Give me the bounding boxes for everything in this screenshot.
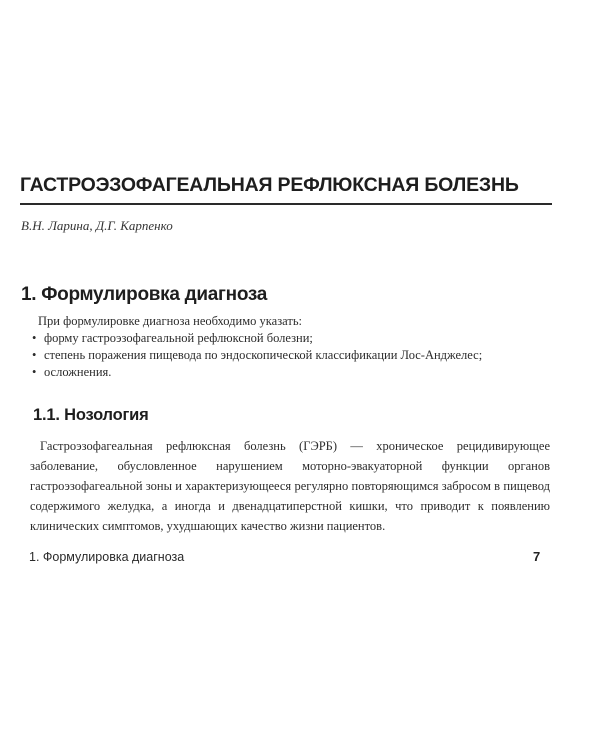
section-intro: При формулировке диагноза необходимо указать: bbox=[38, 314, 303, 328]
diagnosis-requirements-list bbox=[30, 330, 550, 381]
running-footer: 1. Формулировка диагноза bbox=[29, 550, 185, 564]
title-divider bbox=[20, 203, 552, 205]
page-number: 7 bbox=[533, 549, 541, 564]
nosology-paragraph: Гастроэзофагеальная рефлюксная болезнь (ГЭРБ) — хроническое рецидивирующее заболевание, обусловленное нарушением моторно-эвакуаторной функции органов гастроэзофагеальной зоны и характеризующееся регулярно повторяющимся забросом в пищевод содержимого желудка, а иногда и двенадцатиперстной кишки, что приводит к появлению клинических симптомов, ухудшающих качество жизни пациентов. bbox=[30, 439, 550, 533]
list-item: • форму гастроэзофагеальной рефлюксной болезни; bbox=[30, 330, 550, 347]
authors: В.Н. Ларина, Д.Г. Карпенко bbox=[21, 218, 173, 233]
list-item: • степень поражения пищевода по эндоскопической классификации Лос-Анджелес; bbox=[30, 347, 550, 364]
section-heading: 1. Формулировка диагноза bbox=[21, 284, 268, 305]
chapter-title: ГАСТРОЭЗОФАГЕАЛЬНАЯ РЕФЛЮКСНАЯ БОЛЕЗНЬ bbox=[20, 174, 519, 196]
list-item: • осложнения. bbox=[30, 364, 550, 381]
subsection-heading: 1.1. Нозология bbox=[33, 406, 149, 424]
